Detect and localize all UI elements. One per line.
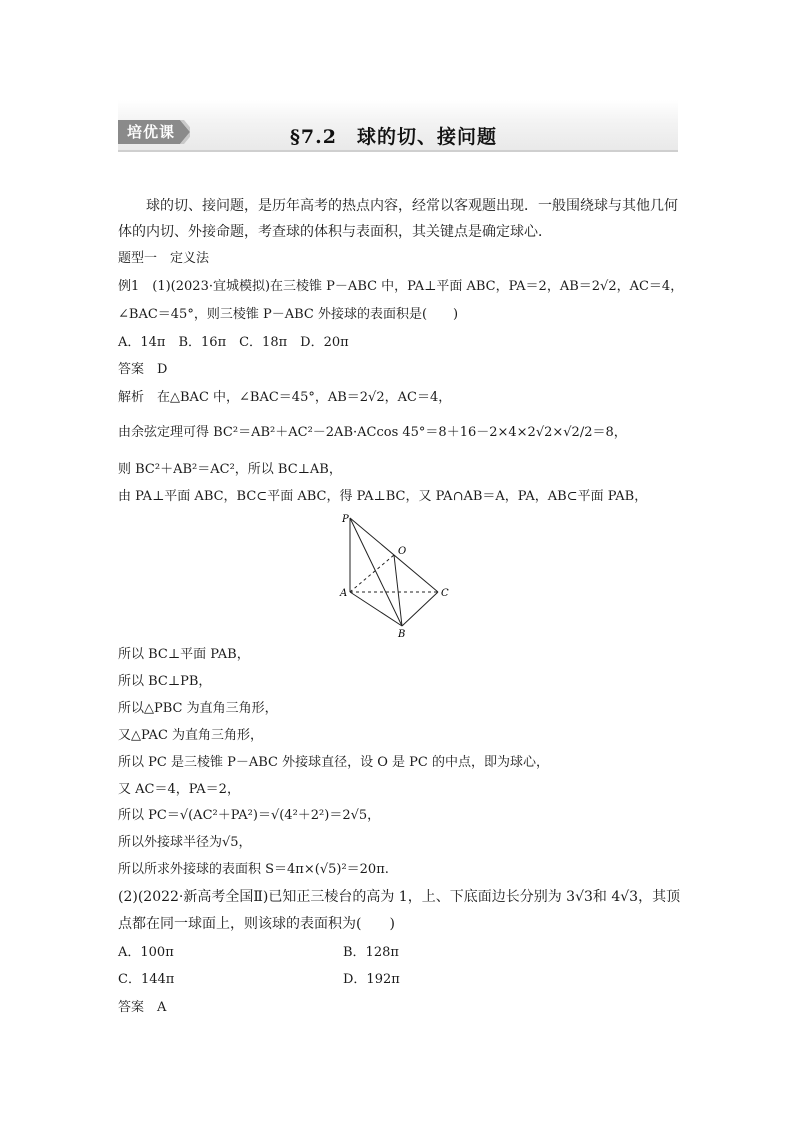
example2-option-c: C．144π bbox=[118, 972, 175, 987]
solution-line: 所以所求外接球的表面积 S＝4π×(√5)²＝20π. bbox=[118, 862, 389, 877]
example1-stem-line-1: 例1 (1)(2023·宜城模拟)在三棱锥 P－ABC 中，PA⊥平面 ABC，PA＝2，AB＝2√2，AC＝4， bbox=[118, 279, 684, 294]
example2-stem-line-2: 点都在同一球面上，则该球的表面积为( ) bbox=[118, 916, 395, 932]
solution-line: 所以 PC 是三棱锥 P－ABC 外接球直径，设 O 是 PC 的中点，即为球心， bbox=[118, 755, 549, 770]
solution-line: 又 AC＝4，PA＝2， bbox=[118, 782, 240, 797]
solution-line: 由余弦定理可得 BC²＝AB²＋AC²－2AB·ACcos 45°＝8＋16－2×4×2√2×√2/2＝8， bbox=[118, 425, 627, 440]
intro-line-1: 球的切、接问题，是历年高考的热点内容，经常以客观题出现．一般围绕球与其他几何 bbox=[146, 198, 678, 214]
vertex-label-c: C bbox=[441, 588, 449, 599]
vertex-label-p: P bbox=[342, 514, 349, 525]
solution-line: 又△PAC 为直角三角形， bbox=[118, 728, 264, 743]
solution-line: 则 BC²＋AB²＝AC²，所以 BC⊥AB， bbox=[118, 462, 342, 477]
example1-options: A．14π B．16π C．18π D．20π bbox=[118, 335, 349, 350]
section-badge bbox=[118, 120, 190, 144]
example2-option-a: A．100π bbox=[118, 945, 174, 960]
solution-line: 所以 BC⊥平面 PAB， bbox=[118, 647, 250, 662]
solution-line: 所以 BC⊥PB， bbox=[118, 674, 212, 689]
vertex-label-b: B bbox=[398, 629, 406, 640]
solution-line: 所以△PBC 为直角三角形， bbox=[118, 701, 278, 716]
page-title: §7.2 球的切、接问题 bbox=[290, 126, 497, 148]
badge-label: 培优课 bbox=[126, 123, 175, 141]
example1-answer: 答案 D bbox=[118, 362, 168, 377]
section-heading: 题型一 定义法 bbox=[118, 251, 210, 266]
vertex-label-o: O bbox=[398, 546, 407, 557]
solution-line: 所以 PC＝√(AC²＋PA²)＝√(4²＋2²)＝2√5， bbox=[118, 808, 381, 823]
example1-stem-line-2: ∠BAC＝45°，则三棱锥 P－ABC 外接球的表面积是( ) bbox=[118, 307, 459, 322]
solution-line: 所以外接球半径为√5， bbox=[118, 835, 252, 850]
solution-line: 解析 在△BAC 中，∠BAC＝45°，AB＝2√2，AC＝4， bbox=[118, 390, 452, 405]
tetrahedron-figure bbox=[336, 512, 456, 640]
example2-option-b: B．128π bbox=[343, 945, 399, 960]
example2-stem-line-1: (2)(2022·新高考全国Ⅱ)已知正三棱台的高为 1，上、下底面边长分别为 3√3和 4√3，其顶 bbox=[118, 889, 681, 905]
vertex-label-a: A bbox=[340, 588, 348, 599]
example2-answer: 答案 A bbox=[118, 1000, 167, 1015]
intro-line-2: 体的内切、外接命题，考查球的体积与表面积，其关键点是确定球心． bbox=[118, 224, 552, 240]
solution-line: 由 PA⊥平面 ABC，BC⊂平面 ABC，得 PA⊥BC，又 PA∩AB＝A，PA，AB⊂平面 PAB， bbox=[118, 489, 648, 504]
example2-option-d: D．192π bbox=[343, 972, 400, 987]
